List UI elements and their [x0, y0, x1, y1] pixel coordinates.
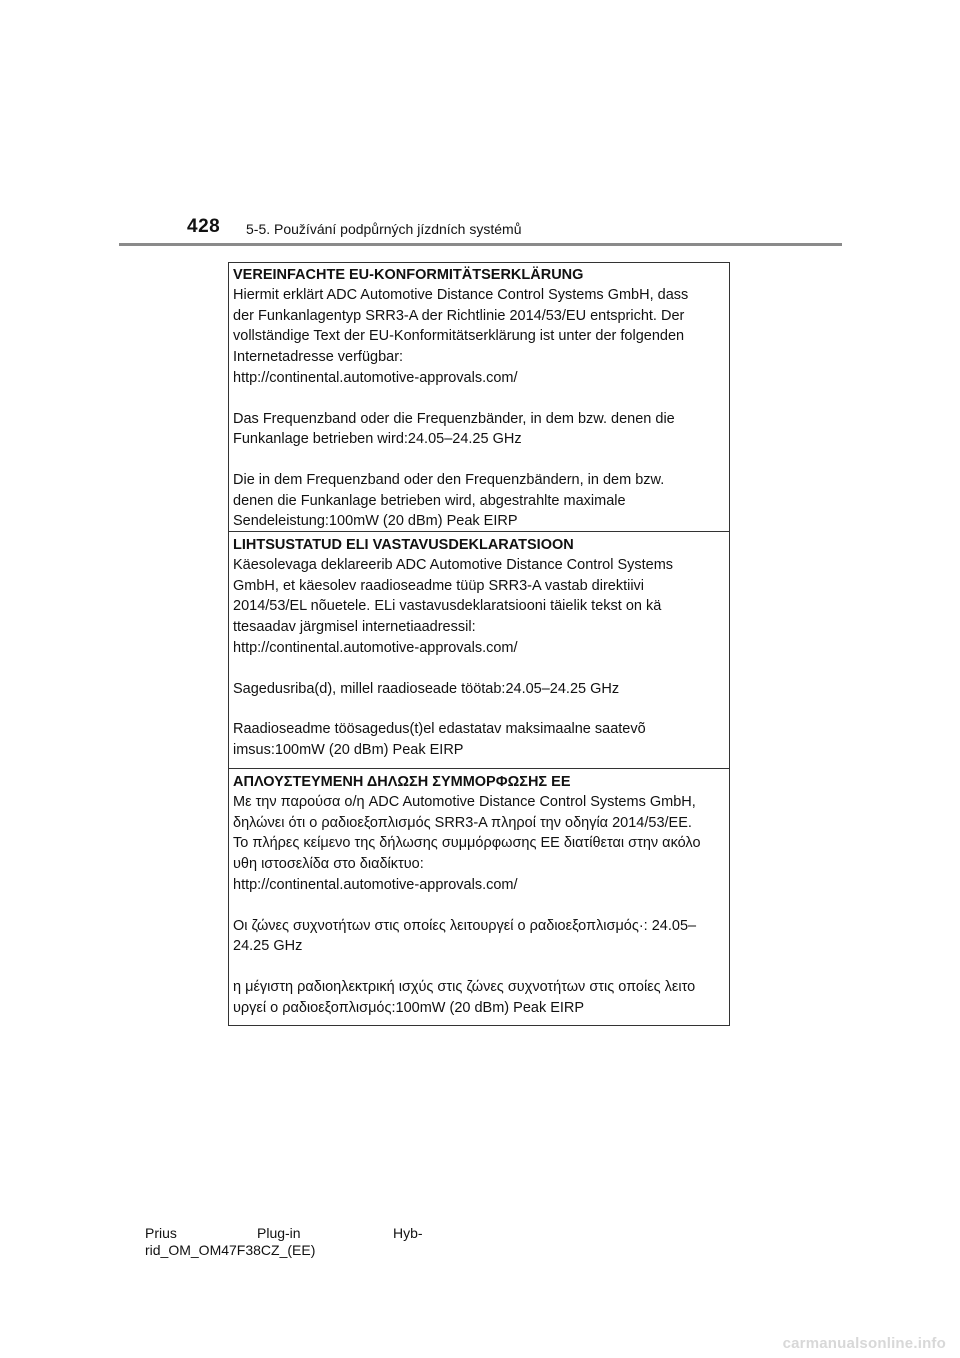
declarations-box	[228, 262, 730, 1026]
declaration-title: VEREINFACHTE EU-KONFORMITÄTSERKLÄRUNG	[233, 267, 584, 283]
footer-word: Hyb-	[393, 1225, 423, 1241]
footer-line: rid_OM_OM47F38CZ_(EE)	[145, 1242, 316, 1258]
watermark: carmanualsonline.info	[782, 1335, 946, 1352]
para-line: Funkanlage betrieben wird:24.05–24.25 GHz	[233, 431, 522, 448]
declaration-german	[229, 263, 729, 532]
para-line: imsus:100mW (20 dBm) Peak EIRP	[233, 741, 464, 758]
page-number: 428	[187, 216, 221, 237]
declaration-estonian	[229, 533, 729, 761]
footer-line	[145, 1225, 423, 1242]
para-line: Die in dem Frequenzband oder den Frequenzbändern, in dem bzw.	[233, 471, 665, 488]
declaration-greek	[229, 770, 729, 1018]
footer-word: Plug-in	[257, 1225, 301, 1241]
para-line: 2014/53/EL nõuetele. ELi vastavusdeklaratsiooni täielik tekst on kä	[233, 598, 662, 615]
section-divider	[229, 531, 729, 532]
url-line: http://continental.automotive-approvals.com/	[233, 876, 518, 893]
url-line: http://continental.automotive-approvals.com/	[233, 639, 518, 656]
para-line: denen die Funkanlage betrieben wird, abgestrahlte maximale	[233, 492, 626, 509]
footer-word: Prius	[145, 1225, 177, 1241]
page-header	[0, 0, 960, 260]
para-line: Käesolevaga deklareerib ADC Automotive Distance Control Systems	[233, 557, 674, 573]
para-line: δηλώνει ότι ο ραδιοεξοπλισμός SRR3-A πληροί την οδηγία 2014/53/ΕΕ.	[233, 814, 692, 831]
para-line: Sagedusriba(d), millel raadioseade töötab:24.05–24.25 GHz	[233, 680, 620, 697]
header-divider	[119, 243, 842, 246]
para-line: υθη ιστοσελίδα στο διαδίκτυο:	[233, 856, 424, 873]
para-line: υργεί ο ραδιοεξοπλισμός:100mW (20 dBm) Peak EIRP	[233, 999, 585, 1016]
page-footer	[145, 1225, 423, 1259]
para-line: Sendeleistung:100mW (20 dBm) Peak EIRP	[233, 513, 518, 530]
para-line: 24.25 GHz	[233, 938, 303, 955]
para-line: Hiermit erklärt ADC Automotive Distance Control Systems GmbH, dass	[233, 287, 689, 303]
para-line: Das Frequenzband oder die Frequenzbänder, in dem bzw. denen die	[233, 410, 675, 427]
para-line: Οι ζώνες συχνοτήτων στις οποίες λειτουργεί ο ραδιοεξοπλισμός·: 24.05–	[233, 917, 697, 934]
para-line: GmbH, et käesolev raadioseadme tüüp SRR3-A vastab direktiivi	[233, 577, 645, 594]
para-line: Internetadresse verfügbar:	[233, 349, 404, 366]
declaration-title: ΑΠΛΟΥΣΤΕΥΜΕΝΗ ΔΗΛΩΣΗ ΣΥΜΜΟΡΦΩΣΗΣ ΕΕ	[233, 774, 571, 790]
url-line: http://continental.automotive-approvals.com/	[233, 369, 518, 386]
para-line: vollständige Text der EU-Konformitätserklärung ist unter der folgenden	[233, 328, 685, 345]
para-line: Με την παρούσα ο/η ADC Automotive Distance Control Systems GmbH,	[233, 794, 696, 810]
section-title: 5-5. Používání podpůrných jízdních systémů	[246, 221, 522, 237]
section-divider	[229, 768, 729, 769]
para-line: η μέγιστη ραδιοηλεκτρική ισχύς στις ζώνες συχνοτήτων στις οποίες λειτο	[233, 978, 696, 995]
para-line: Raadioseadme töösagedus(t)el edastatav maksimaalne saatevõ	[233, 721, 646, 738]
para-line: der Funkanlagentyp SRR3-A der Richtlinie 2014/53/EU entspricht. Der	[233, 307, 685, 324]
para-line: ttesaadav järgmisel internetiaadressil:	[233, 619, 476, 636]
declaration-title: LIHTSUSTATUD ELI VASTAVUSDEKLARATSIOON	[233, 537, 574, 553]
para-line: Το πλήρες κείμενο της δήλωσης συμμόρφωσης ΕΕ διατίθεται στην ακόλο	[233, 835, 701, 852]
